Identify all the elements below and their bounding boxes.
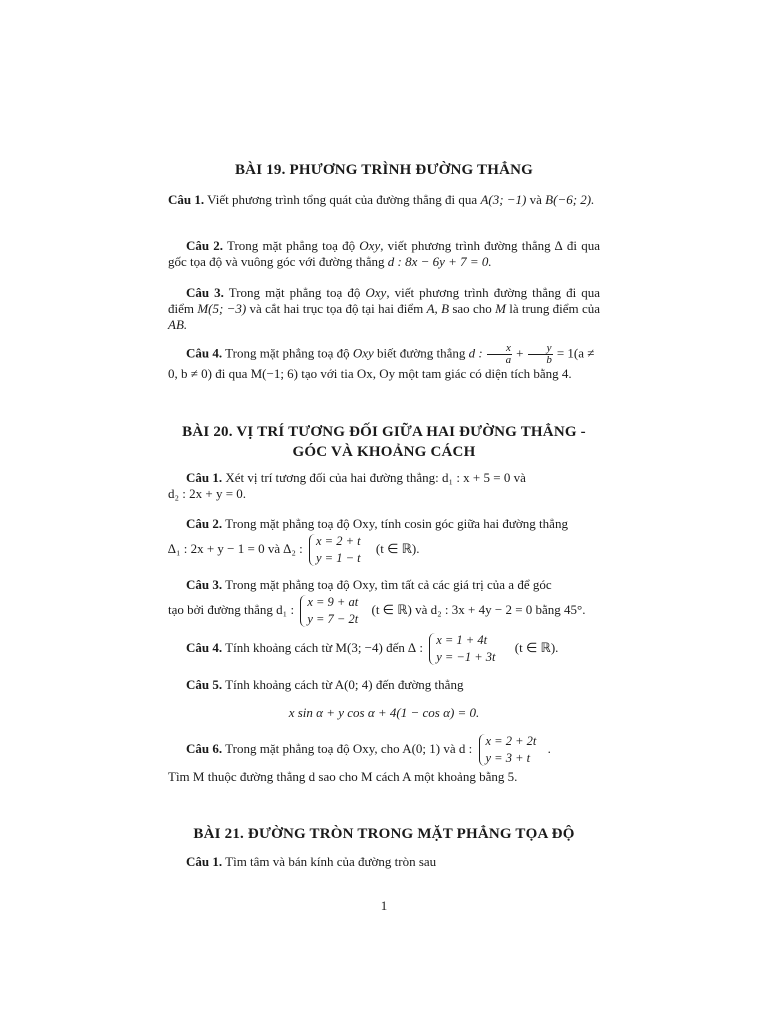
question-text-line2: 0, b ≠ 0) đi qua M(−1; 6) tạo với tia Ox, Oy một tam giác có diện tích bằng 4. <box>168 366 572 381</box>
question-text: Trong mặt phẳng toạ độ Oxy, cho A(0; 1) và d : <box>222 740 473 756</box>
coordinate-system: Oxy <box>352 345 374 361</box>
question-text: và cắt hai trục tọa độ tại hai điểm <box>246 301 427 316</box>
parameter-domain: (t ∈ ℝ). <box>375 540 420 556</box>
parametric-system <box>478 733 537 767</box>
line-name: d : <box>468 345 483 361</box>
question-line2 <box>168 594 600 628</box>
point-M: M <box>495 301 506 316</box>
system-row-2: y = 1 − t <box>315 551 361 565</box>
section-title-bai19: BÀI 19. PHƯƠNG TRÌNH ĐƯỜNG THẲNG <box>234 162 534 178</box>
fraction-x-over-a <box>487 343 512 366</box>
question-text: Trong mặt phẳng toạ độ <box>222 345 353 361</box>
question-text: và <box>526 192 546 207</box>
page-number: 1 <box>380 898 388 913</box>
section-title-bai20-line2: GÓC VÀ KHOẢNG CÁCH <box>292 444 476 460</box>
system-row-1: x = 1 + 4t <box>436 633 488 647</box>
question-label: Câu 1. <box>186 470 223 485</box>
question-text: sao cho <box>449 301 496 316</box>
bai20-question-2 <box>168 516 600 567</box>
points-AB: A, B <box>426 301 450 316</box>
question-text: Viết phương trình tổng quát của đường thẳng đi qua <box>204 192 481 207</box>
question-tail: (t ∈ ℝ) và d₂ : 3x + 4y − 2 = 0 bằng 45°. <box>371 601 586 617</box>
question-label: Câu 2. <box>186 516 223 531</box>
question-label: Câu 6. <box>186 740 223 756</box>
bai20-question-4 <box>168 632 600 666</box>
section-title-bai20-line1: BÀI 20. VỊ TRÍ TƯƠNG ĐỐI GIỮA HAI ĐƯỜNG THẲNG - <box>182 424 586 440</box>
system-row-1: x = 2 + 2t <box>485 734 537 748</box>
bai19-question-2 <box>168 238 600 270</box>
line-equation: d : 8x − 6y + 7 = 0. <box>387 254 492 269</box>
system-row-1: x = 9 + at <box>307 595 359 609</box>
question-text: Trong mặt phẳng toạ độ <box>223 285 366 300</box>
question-label: Câu 3. <box>186 577 223 592</box>
bai19-question-4 <box>168 343 600 382</box>
question-text: , viết phương trình đường thẳng đi qua điểm <box>168 285 601 316</box>
system-row-2: y = 3 + t <box>485 751 531 765</box>
question-text: biết đường thẳng <box>373 345 469 361</box>
bai21-question-1 <box>168 854 600 870</box>
bai19-question-3 <box>168 285 600 333</box>
parametric-system <box>428 632 495 666</box>
system-row-1: x = 2 + t <box>315 534 361 548</box>
parameter-domain: (t ∈ ℝ). <box>514 639 559 655</box>
plus-sign: + <box>512 345 527 361</box>
question-text: đi qua gốc tọa độ và vuông góc với đường thẳng <box>168 238 600 269</box>
question-label: Câu 4. <box>186 345 223 361</box>
coordinate-system: Oxy <box>359 238 381 253</box>
question-text-line2: Tìm M thuộc đường thẳng d sao cho M cách A một khoảng bằng 5. <box>168 769 518 784</box>
section-title-bai21: BÀI 21. ĐƯỜNG TRÒN TRONG MẶT PHẲNG TỌA ĐỘ <box>193 826 575 842</box>
denominator: a <box>505 354 512 366</box>
period: . <box>547 740 551 756</box>
bai20-question-5 <box>168 677 600 693</box>
point-A: A(3; −1) <box>480 192 527 207</box>
question-label: Câu 2. <box>186 238 224 253</box>
question-text: Trong mặt phẳng toạ độ Oxy, tìm tất cả các giá trị của a để góc <box>222 577 552 592</box>
bai20-question-3 <box>168 577 600 628</box>
question-text: , viết phương trình đường thẳng <box>380 238 555 253</box>
line-symbol: ∆ <box>554 238 563 253</box>
question-text: Trong mặt phẳng toạ độ Oxy, tính cosin góc giữa hai đường thẳng <box>222 516 568 531</box>
question-text: Tìm tâm và bán kính của đường tròn sau <box>222 854 437 869</box>
line-delta1: ∆₁ : 2x + y − 1 = 0 và ∆₂ : <box>168 540 303 556</box>
question-text: là trung điểm của <box>505 301 601 316</box>
question-label: Câu 5. <box>186 677 223 692</box>
question-text: Trong mặt phẳng toạ độ <box>223 238 360 253</box>
parametric-system <box>299 594 358 628</box>
question-label: Câu 3. <box>186 285 224 300</box>
system-row-2: y = −1 + 3t <box>436 650 496 664</box>
question-label: Câu 1. <box>186 854 223 869</box>
question-text: Tính khoảng cách từ A(0; 4) đến đường thẳng <box>222 677 464 692</box>
point-B: B(−6; 2). <box>545 192 595 207</box>
bai20-question-1 <box>168 470 600 502</box>
equation-tail: = 1(a ≠ <box>553 345 595 361</box>
system-row-2: y = 7 − 2t <box>307 612 359 626</box>
point-M: M(5; −3) <box>197 301 247 316</box>
question-text: Tính khoảng cách từ M(3; −4) đến ∆ : <box>222 639 423 655</box>
segment-AB: AB. <box>168 317 188 332</box>
line-d1: tạo bởi đường thẳng d₁ : <box>168 601 295 617</box>
coordinate-system: Oxy <box>365 285 387 300</box>
question-line2 <box>168 533 600 567</box>
question-text-line2: d₂ : 2x + y = 0. <box>168 486 247 501</box>
question-label: Câu 4. <box>186 639 223 655</box>
bai19-question-1 <box>168 192 600 208</box>
question-text: Xét vị trí tương đối của hai đường thẳng: d₁ : x + 5 = 0 và <box>222 470 526 485</box>
numerator: y <box>528 343 553 355</box>
parametric-system <box>308 533 361 567</box>
question-label: Câu 1. <box>168 192 205 207</box>
numerator: x <box>487 343 512 355</box>
bai20-q5-equation: x sin α + y cos α + 4(1 − cos α) = 0. <box>288 705 480 720</box>
denominator: b <box>546 354 552 366</box>
fraction-y-over-b <box>528 343 553 366</box>
bai20-question-6 <box>168 733 600 785</box>
